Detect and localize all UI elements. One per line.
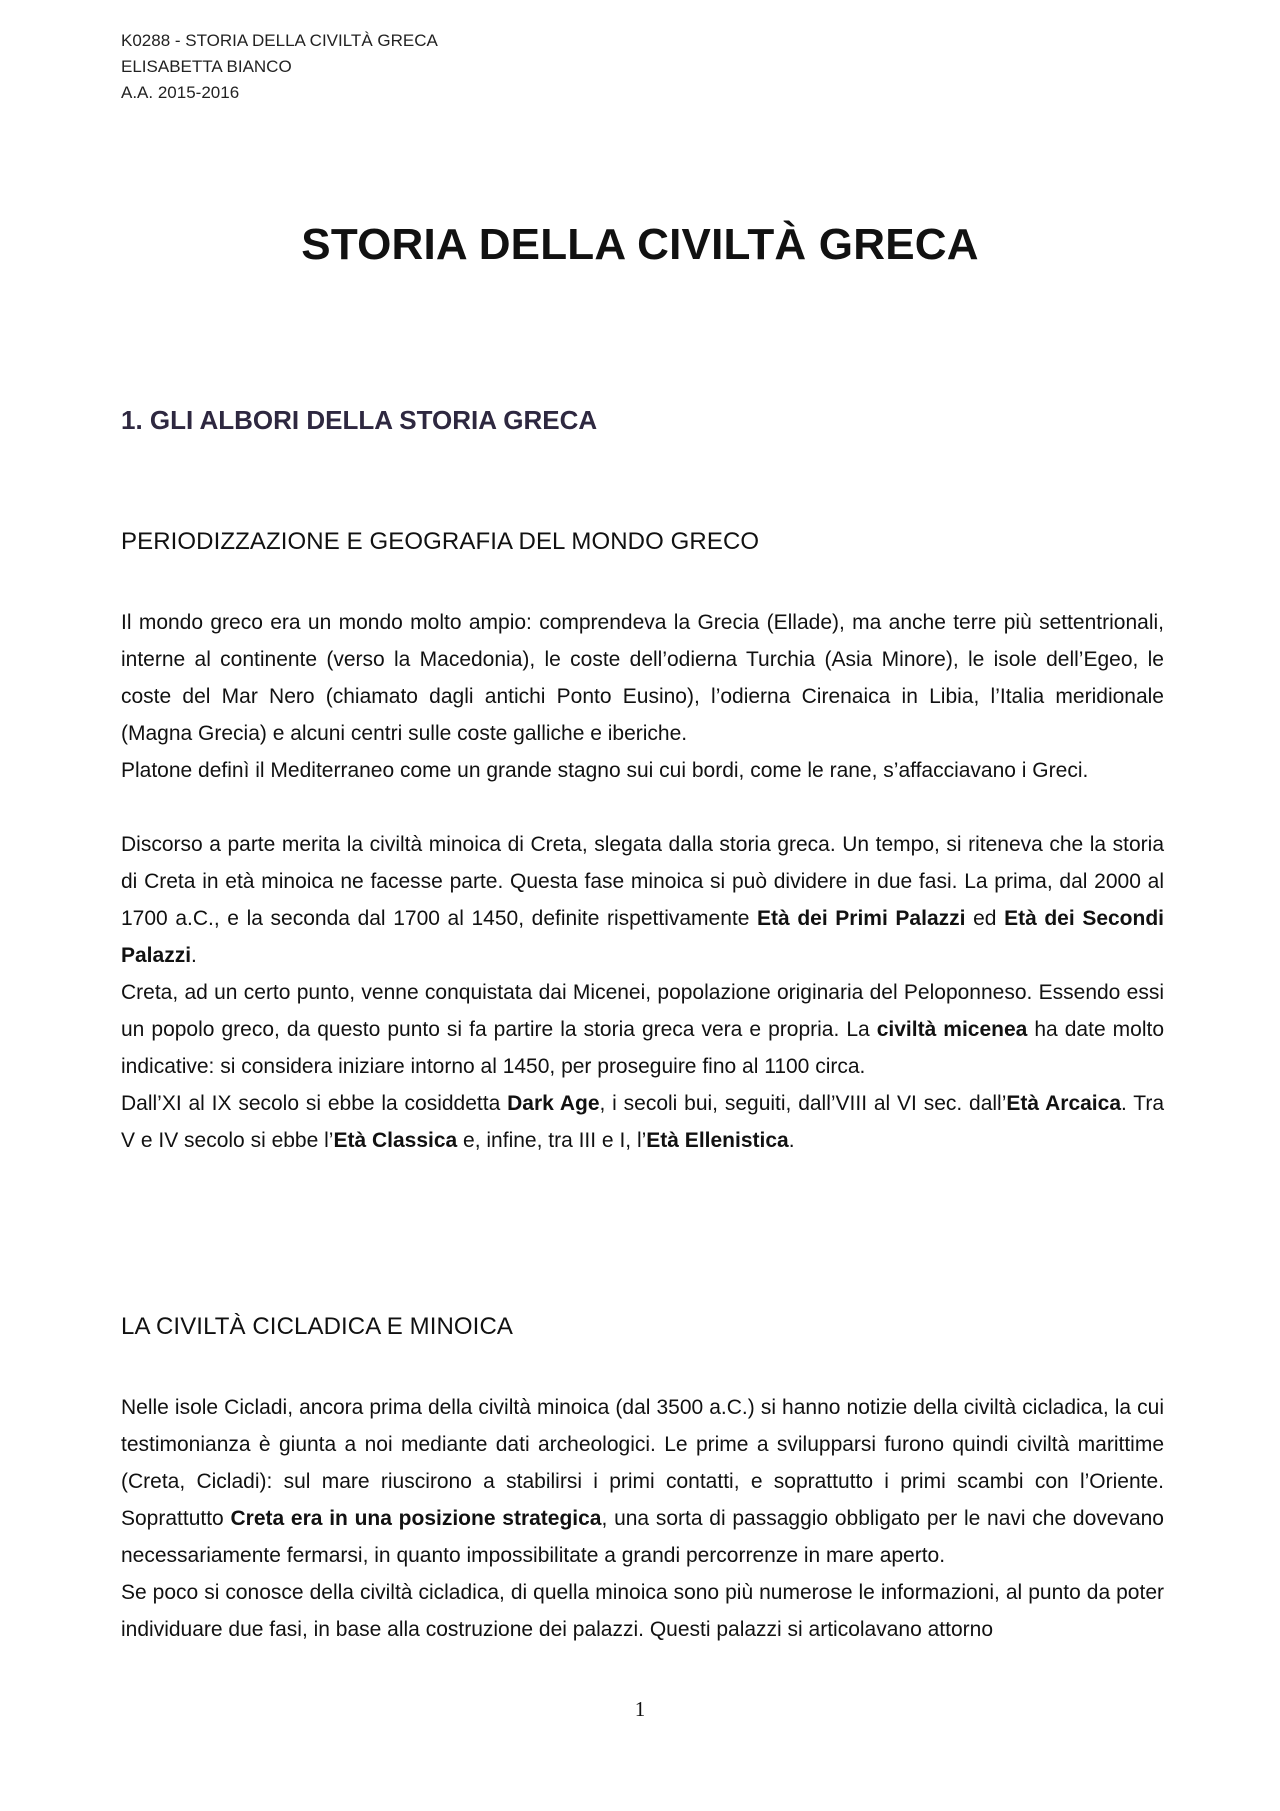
paragraph: Creta, ad un certo punto, venne conquistata dai Micenei, popolazione originaria del Peloponneso. Essendo essi un popolo greco, da questo punto si fa partire la storia greca vera e propria. La civiltà micenea ha date molto indicative: si considera iniziare intorno al 1450, per proseguire fino al 1100 circa. bbox=[121, 981, 1165, 1078]
header-course-code: K0288 - STORIA DELLA CIVILTÀ GRECA bbox=[121, 31, 438, 50]
bold-term: Età dei Primi Palazzi bbox=[757, 907, 966, 930]
paragraph: Platone definì il Mediterraneo come un grande stagno sui cui bordi, come le rane, s’affacciavano i Greci. bbox=[121, 759, 1089, 782]
paragraph: Nelle isole Cicladi, ancora prima della civiltà minoica (dal 3500 a.C.) si hanno notizie della civiltà cicladica, la cui testimonianza è giunta a noi mediante dati archeologici. Le prime a svilupparsi furono quindi civiltà marittime (Creta, Cicladi): sul mare riuscirono a stabilirsi i primi contatti, e soprattutto i primi scambi con l’Oriente. Soprattutto Creta era in una posizione strategica, una sorta di passaggio obbligato per le navi che dovevano necessariamente fermarsi, in quanto impossibilitate a grandi percorrenze in mare aperto. bbox=[121, 1396, 1164, 1567]
chapter-heading: 1. GLI ALBORI DELLA STORIA GRECA bbox=[121, 405, 598, 435]
section-heading-periodizzazione: PERIODIZZAZIONE E GEOGRAFIA DEL MONDO GRECO bbox=[121, 528, 760, 555]
paragraph: Discorso a parte merita la civiltà minoica di Creta, slegata dalla storia greca. Un tempo, si riteneva che la storia di Creta in età minoica ne facesse parte. Questa fase minoica si può dividere in due fasi. La prima, dal 2000 al 1700 a.C., e la seconda dal 1700 al 1450, definite rispettivamente Età dei Primi Palazzi ed Età dei Secondi Palazzi. bbox=[121, 833, 1164, 967]
page-number: 1 bbox=[634, 1697, 646, 1721]
bold-term: Dark Age bbox=[507, 1092, 600, 1115]
section-body-periodizzazione bbox=[121, 604, 1164, 1159]
bold-term: Creta era in una posizione strategica bbox=[230, 1507, 602, 1530]
paragraph: Dall’XI al IX secolo si ebbe la cosiddetta Dark Age, i secoli bui, seguiti, dall’VIII al VI sec. dall’Età Arcaica. Tra V e IV secolo si ebbe l’Età Classica e, infine, tra III e I, l’Età Ellenistica. bbox=[121, 1092, 1164, 1152]
bold-term: Età Arcaica bbox=[1006, 1092, 1121, 1115]
header-author: ELISABETTA BIANCO bbox=[121, 57, 292, 76]
bold-term: civiltà micenea bbox=[876, 1018, 1028, 1041]
section-body-cicladica bbox=[121, 1389, 1164, 1648]
header-academic-year: A.A. 2015-2016 bbox=[121, 83, 240, 102]
document-header bbox=[121, 28, 438, 106]
bold-term: Età Ellenistica bbox=[646, 1129, 789, 1152]
section-heading-cicladica: LA CIVILTÀ CICLADICA E MINOICA bbox=[121, 1313, 513, 1340]
bold-term: Età dei Secondi Palazzi bbox=[121, 907, 1164, 967]
document-title: STORIA DELLA CIVILTÀ GRECA bbox=[301, 220, 979, 269]
bold-term: Età Classica bbox=[333, 1129, 458, 1152]
paragraph: Il mondo greco era un mondo molto ampio: comprendeva la Grecia (Ellade), ma anche terre più settentrionali, interne al continente (verso la Macedonia), le coste dell’odierna Turchia (Asia Minore), le isole dell’Egeo, le coste del Mar Nero (chiamato dagli antichi Ponto Eusino), l’odierna Cirenaica in Libia, l’Italia meridionale (Magna Grecia) e alcuni centri sulle coste galliche e iberiche. bbox=[121, 611, 1164, 745]
paragraph: Se poco si conosce della civiltà cicladica, di quella minoica sono più numerose le informazioni, al punto da poter individuare due fasi, in base alla costruzione dei palazzi. Questi palazzi si articolavano attorno bbox=[121, 1581, 1164, 1641]
